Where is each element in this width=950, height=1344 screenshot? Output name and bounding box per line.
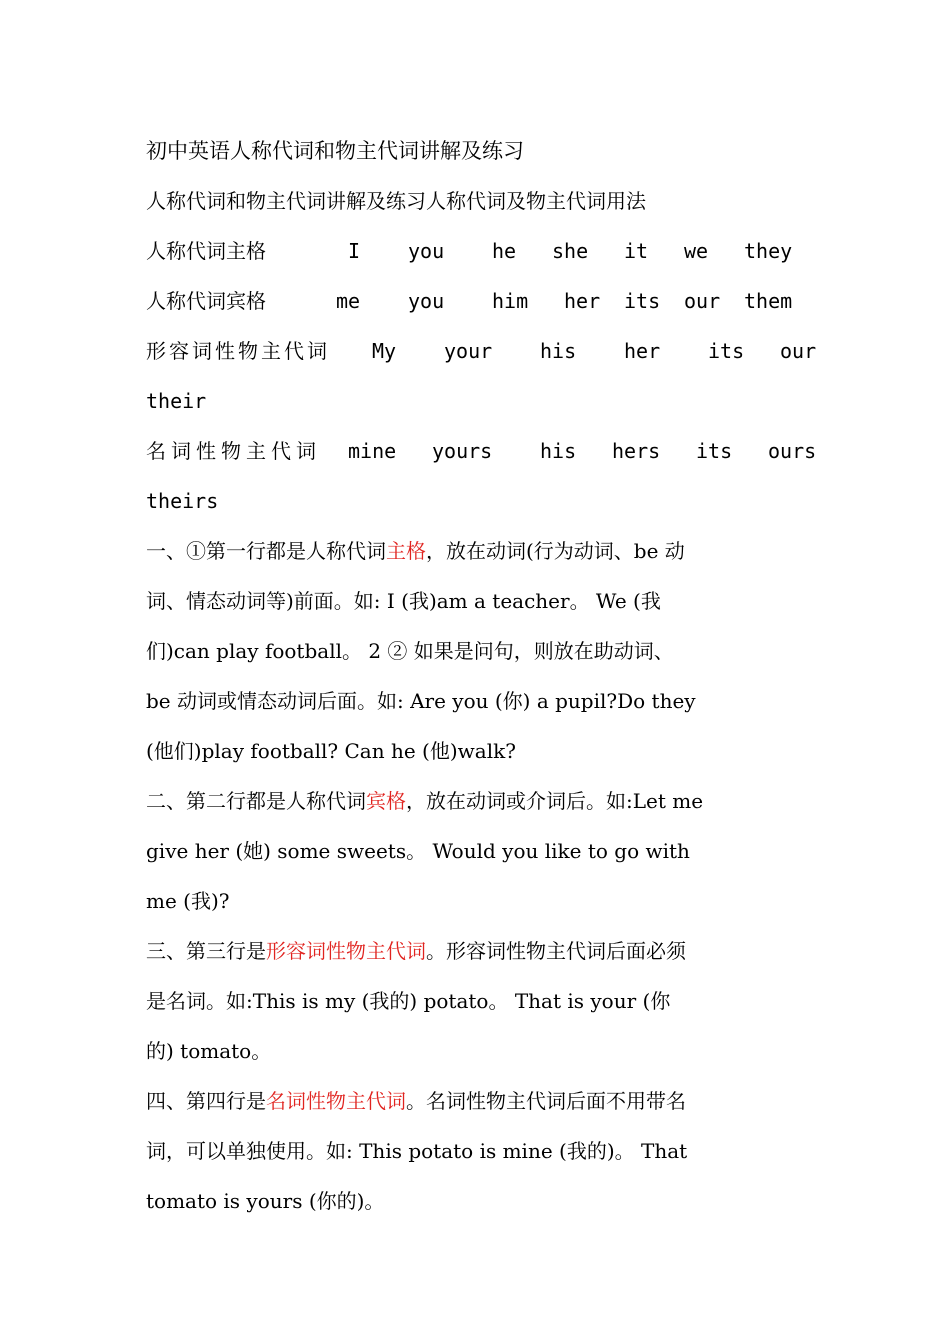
text-run: ，放在动词(行为动词、be 动 — [426, 539, 685, 563]
text-run: 三、第三行是 — [146, 939, 266, 963]
row-label-subject: 人称代词主格 — [146, 239, 266, 263]
section-3-line: 的) tomato。 — [146, 1039, 272, 1063]
pronoun-cell: him — [492, 289, 529, 313]
pronoun-cell: he — [492, 239, 517, 263]
text-run: 一、①第一行都是人称代词 — [146, 539, 386, 563]
highlight-term: 形容词性物主代词 — [266, 939, 426, 963]
text-run: 。形容词性物主代词后面必须 — [426, 939, 686, 963]
pronoun-cell: its — [696, 439, 733, 463]
section-4-line: 词，可以单独使用。如: This potato is mine (我的)。 That — [146, 1139, 688, 1163]
pronoun-cell: its — [624, 289, 661, 313]
pronoun-cell: our — [780, 339, 817, 363]
section-1-line: be 动词或情态动词后面。如: Are you (你) a pupil?Do they — [146, 689, 696, 713]
pronoun-cell: her — [564, 289, 601, 313]
section-1-line: (他们)play football? Can he (他)walk? — [146, 739, 516, 763]
text-run: 四、第四行是 — [146, 1089, 266, 1113]
pronoun-cell: our — [684, 289, 721, 313]
pronoun-cell-wrapped: theirs — [146, 489, 219, 513]
section-1-line: 们)can play football。 2 ② 如果是问句，则放在助动词、 — [146, 639, 674, 663]
text-run: 。名词性物主代词后面不用带名 — [406, 1089, 686, 1113]
pronoun-cell: his — [540, 439, 577, 463]
pronoun-cell: they — [744, 239, 793, 263]
section-2-line: give her (她) some sweets。 Would you like to go with — [146, 839, 690, 863]
section-1-line — [146, 538, 685, 564]
document-title: 初中英语人称代词和物主代词讲解及练习 — [146, 139, 524, 163]
pronoun-cell: you — [408, 239, 445, 263]
section-4-line — [146, 1088, 686, 1114]
pronoun-cell-wrapped: their — [146, 389, 207, 413]
highlight-term: 宾格 — [366, 789, 406, 813]
pronoun-cell: them — [744, 289, 793, 313]
section-4-line: tomato is yours (你的)。 — [146, 1189, 385, 1213]
pronoun-cell: I — [348, 239, 361, 263]
text-run: 二、第二行都是人称代词 — [146, 789, 366, 813]
section-1-line: 词、情态动词等)前面。如: I (我)am a teacher。 We (我 — [146, 589, 661, 613]
row-label-adjective-possessive: 形容词性物主代词 — [146, 339, 330, 363]
pronoun-cell: yours — [432, 439, 493, 463]
highlight-term: 名词性物主代词 — [266, 1089, 406, 1113]
pronoun-cell: me — [336, 289, 361, 313]
document-subtitle: 人称代词和物主代词讲解及练习人称代词及物主代词用法 — [146, 189, 646, 213]
section-2-line — [146, 788, 703, 814]
pronoun-cell: mine — [348, 439, 397, 463]
pronoun-cell: her — [624, 339, 661, 363]
pronoun-cell: his — [540, 339, 577, 363]
row-label-noun-possessive: 名词性物主代词 — [146, 439, 321, 463]
pronoun-cell: it — [624, 239, 649, 263]
pronoun-cell: you — [408, 289, 445, 313]
pronoun-cell: its — [708, 339, 745, 363]
row-label-object: 人称代词宾格 — [146, 289, 266, 313]
section-3-line: 是名词。如:This is my (我的) potato。 That is your (你 — [146, 989, 671, 1013]
pronoun-cell: she — [552, 239, 589, 263]
pronoun-cell: hers — [612, 439, 661, 463]
section-2-line: me (我)? — [146, 889, 230, 913]
pronoun-cell: we — [684, 239, 709, 263]
pronoun-cell: My — [372, 339, 397, 363]
pronoun-cell: your — [444, 339, 493, 363]
highlight-term: 主格 — [386, 539, 426, 563]
pronoun-cell: ours — [768, 439, 817, 463]
section-3-line — [146, 938, 686, 964]
text-run: ，放在动词或介词后。如:Let me — [406, 789, 704, 813]
